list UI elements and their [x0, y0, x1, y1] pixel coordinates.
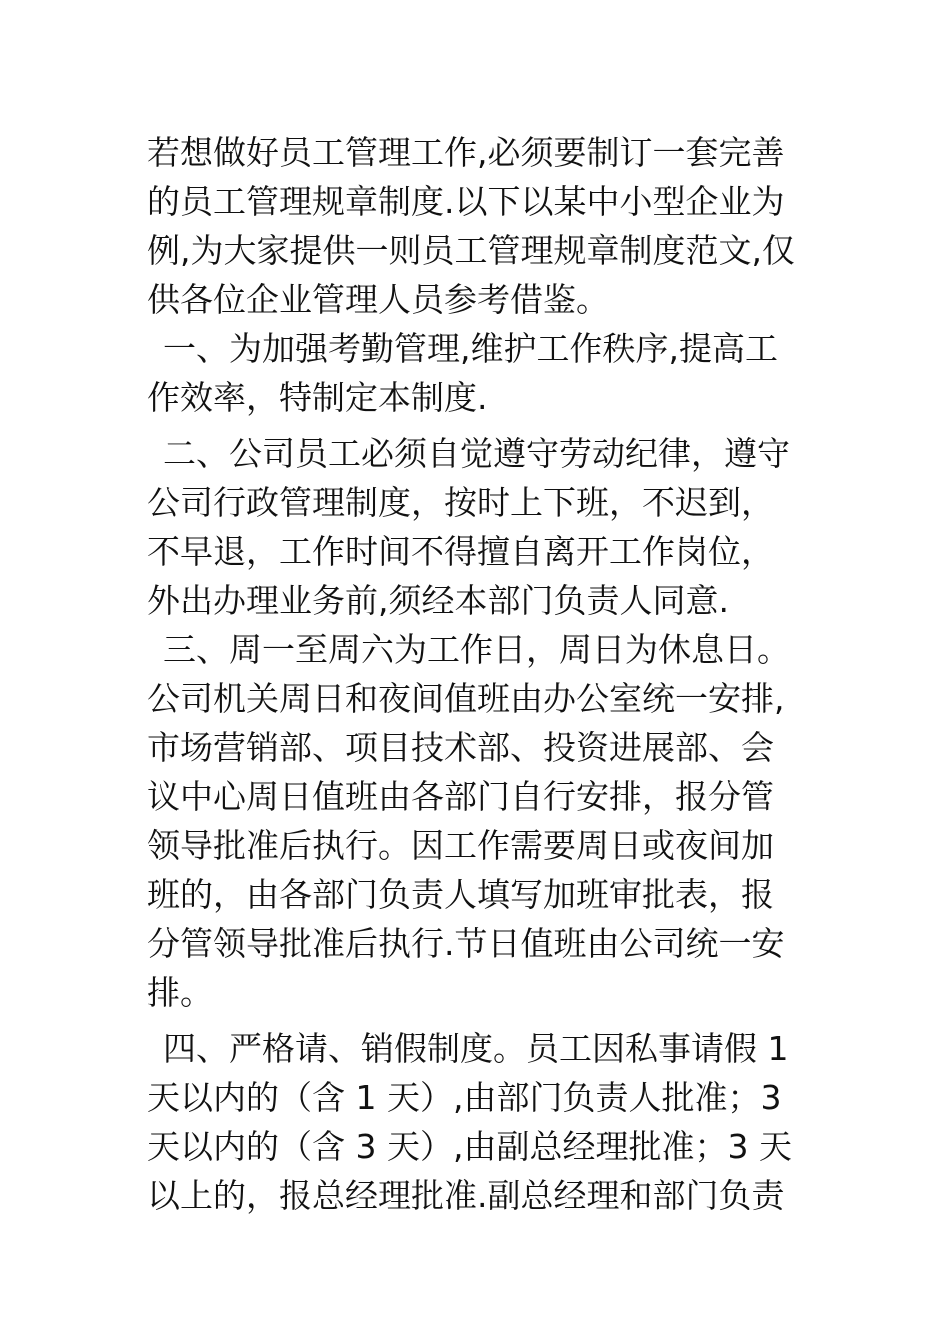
text-line: 四、严格请、销假制度。员工因私事请假 1	[163, 1029, 789, 1068]
text-line: 以上的，报总经理批准.副总经理和部门负责	[147, 1176, 785, 1215]
text-line: 例,为大家提供一则员工管理规章制度范文,仅	[147, 231, 795, 270]
paragraph-item-1	[147, 324, 827, 422]
text-line: 作效率，特制定本制度.	[147, 378, 488, 417]
text-line: 天以内的（含 1 天）,由部门负责人批准；3	[147, 1078, 782, 1117]
text-line: 供各位企业管理人员参考借鉴。	[147, 280, 609, 319]
paragraph-spacer	[147, 1017, 827, 1024]
text-line: 领导批准后执行。因工作需要周日或夜间加	[147, 826, 774, 865]
text-line: 公司行政管理制度，按时上下班，不迟到，	[147, 483, 774, 522]
text-line: 排。	[147, 973, 213, 1012]
text-line: 不早退，工作时间不得擅自离开工作岗位，	[147, 532, 774, 571]
paragraph-intro	[147, 128, 827, 324]
document-body	[147, 128, 827, 1220]
paragraph-item-4	[147, 1024, 827, 1220]
text-line: 三、周一至周六为工作日，周日为休息日。	[163, 630, 790, 669]
text-line: 外出办理业务前,须经本部门负责人同意.	[147, 581, 729, 620]
text-line: 班的，由各部门负责人填写加班审批表，报	[147, 875, 774, 914]
text-line: 分管领导批准后执行.节日值班由公司统一安	[147, 924, 785, 963]
text-line: 市场营销部、项目技术部、投资进展部、会	[147, 728, 774, 767]
paragraph-item-3	[147, 625, 827, 1017]
text-line: 二、公司员工必须自觉遵守劳动纪律，遵守	[163, 434, 790, 473]
text-line: 天以内的（含 3 天）,由副总经理批准；3 天	[147, 1127, 792, 1166]
text-line: 议中心周日值班由各部门自行安排，报分管	[147, 777, 774, 816]
paragraph-item-2	[147, 429, 827, 625]
text-line: 的员工管理规章制度.以下以某中小型企业为	[147, 182, 785, 221]
paragraph-spacer	[147, 422, 827, 429]
text-line: 一、为加强考勤管理,维护工作秩序,提高工	[163, 329, 778, 368]
text-line: 若想做好员工管理工作,必须要制订一套完善	[147, 133, 785, 172]
text-line: 公司机关周日和夜间值班由办公室统一安排,	[147, 679, 785, 718]
